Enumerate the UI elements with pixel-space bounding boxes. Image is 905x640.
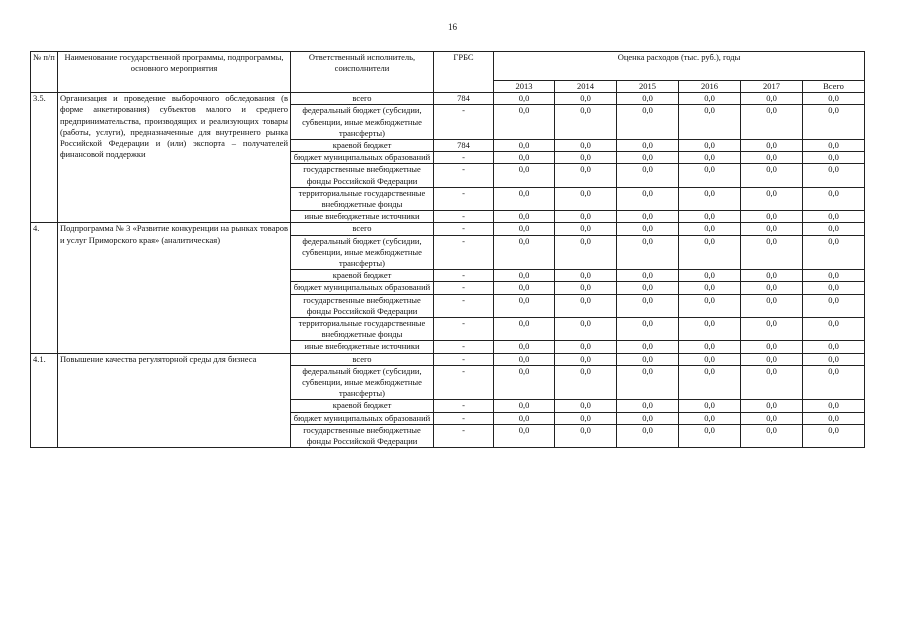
funding-source: государственные внебюджетные фонды Российской Федерации: [291, 294, 434, 317]
year-value: 0,0: [555, 140, 617, 152]
year-value: 0,0: [679, 105, 741, 140]
grbs-code: -: [434, 164, 494, 187]
header-year: 2017: [741, 81, 803, 93]
grbs-code: -: [434, 353, 494, 365]
year-value: 0,0: [679, 294, 741, 317]
year-value: 0,0: [741, 318, 803, 341]
year-value: 0,0: [741, 400, 803, 412]
header-name: Наименование государственной программы, подпрограммы, основного мероприятия: [58, 52, 291, 93]
year-value: 0,0: [617, 412, 679, 424]
grbs-code: -: [434, 318, 494, 341]
year-value: 0,0: [679, 365, 741, 400]
header-estimate: Оценка расходов (тыс. руб.), годы: [494, 52, 865, 81]
funding-source: бюджет муниципальных образований: [291, 412, 434, 424]
year-value: 0,0: [617, 140, 679, 152]
year-value: 0,0: [803, 187, 865, 210]
year-value: 0,0: [617, 164, 679, 187]
year-value: 0,0: [679, 270, 741, 282]
funding-source: территориальные государственные внебюджетные фонды: [291, 187, 434, 210]
year-value: 0,0: [741, 353, 803, 365]
funding-source: государственные внебюджетные фонды Российской Федерации: [291, 164, 434, 187]
year-value: 0,0: [679, 187, 741, 210]
year-value: 0,0: [741, 223, 803, 235]
year-value: 0,0: [803, 341, 865, 353]
funding-source: краевой бюджет: [291, 270, 434, 282]
year-value: 0,0: [617, 152, 679, 164]
grbs-code: -: [434, 365, 494, 400]
funding-source: краевой бюджет: [291, 140, 434, 152]
year-value: 0,0: [803, 152, 865, 164]
year-value: 0,0: [617, 223, 679, 235]
year-value: 0,0: [555, 353, 617, 365]
funding-source: государственные внебюджетные фонды Российской Федерации: [291, 424, 434, 447]
year-value: 0,0: [741, 211, 803, 223]
funding-source: федеральный бюджет (субсидии, субвенции, иные межбюджетные трансферты): [291, 235, 434, 270]
grbs-code: -: [434, 424, 494, 447]
page-number: 16: [448, 22, 457, 32]
funding-source: всего: [291, 223, 434, 235]
year-value: 0,0: [555, 105, 617, 140]
year-value: 0,0: [679, 424, 741, 447]
year-value: 0,0: [741, 164, 803, 187]
year-value: 0,0: [803, 282, 865, 294]
year-value: 0,0: [741, 424, 803, 447]
year-value: 0,0: [494, 353, 555, 365]
year-value: 0,0: [741, 282, 803, 294]
year-value: 0,0: [679, 353, 741, 365]
year-value: 0,0: [803, 164, 865, 187]
header-year: 2016: [679, 81, 741, 93]
year-value: 0,0: [741, 235, 803, 270]
section-name: Подпрограмма № 3 «Развитие конкуренции на рынках товаров и услуг Приморского края» (аналитическая): [58, 223, 291, 353]
year-value: 0,0: [494, 140, 555, 152]
year-value: 0,0: [617, 105, 679, 140]
year-value: 0,0: [555, 223, 617, 235]
year-value: 0,0: [679, 223, 741, 235]
funding-source: краевой бюджет: [291, 400, 434, 412]
grbs-code: 784: [434, 140, 494, 152]
funding-source: иные внебюджетные источники: [291, 341, 434, 353]
year-value: 0,0: [741, 93, 803, 105]
year-value: 0,0: [494, 365, 555, 400]
year-value: 0,0: [803, 140, 865, 152]
year-value: 0,0: [803, 223, 865, 235]
year-value: 0,0: [741, 365, 803, 400]
grbs-code: 784: [434, 93, 494, 105]
year-value: 0,0: [803, 235, 865, 270]
year-value: 0,0: [803, 294, 865, 317]
funding-source: всего: [291, 353, 434, 365]
year-value: 0,0: [494, 105, 555, 140]
year-value: 0,0: [803, 412, 865, 424]
header-grbs: ГРБС: [434, 52, 494, 93]
funding-source: всего: [291, 93, 434, 105]
table-row: [31, 223, 865, 235]
year-value: 0,0: [617, 341, 679, 353]
year-value: 0,0: [617, 270, 679, 282]
grbs-code: -: [434, 282, 494, 294]
year-value: 0,0: [679, 235, 741, 270]
year-value: 0,0: [494, 282, 555, 294]
header-year: 2014: [555, 81, 617, 93]
year-value: 0,0: [555, 318, 617, 341]
year-value: 0,0: [679, 164, 741, 187]
year-value: 0,0: [741, 294, 803, 317]
year-value: 0,0: [555, 187, 617, 210]
grbs-code: -: [434, 341, 494, 353]
year-value: 0,0: [617, 93, 679, 105]
year-value: 0,0: [679, 400, 741, 412]
year-value: 0,0: [555, 211, 617, 223]
year-value: 0,0: [555, 164, 617, 187]
year-value: 0,0: [555, 365, 617, 400]
year-value: 0,0: [555, 400, 617, 412]
year-value: 0,0: [741, 270, 803, 282]
year-value: 0,0: [617, 282, 679, 294]
grbs-code: -: [434, 400, 494, 412]
year-value: 0,0: [555, 341, 617, 353]
funding-source: федеральный бюджет (субсидии, субвенции, иные межбюджетные трансферты): [291, 105, 434, 140]
funding-source: федеральный бюджет (субсидии, субвенции, иные межбюджетные трансферты): [291, 365, 434, 400]
grbs-code: -: [434, 412, 494, 424]
grbs-code: -: [434, 270, 494, 282]
year-value: 0,0: [679, 152, 741, 164]
section-number: 3.5.: [31, 93, 58, 223]
year-value: 0,0: [803, 93, 865, 105]
year-value: 0,0: [741, 412, 803, 424]
section-name: Организация и проведение выборочного обследования (в форме анкетирования) субъектов малого и среднего предпринимательства, производящих и реализующих товары (работы, услуги), предназначенные для внутреннего рынка Российской Федерации и (или) экспорта – получателей финансовой поддержки: [58, 93, 291, 223]
year-value: 0,0: [617, 353, 679, 365]
year-value: 0,0: [741, 187, 803, 210]
year-value: 0,0: [555, 282, 617, 294]
year-value: 0,0: [741, 152, 803, 164]
year-value: 0,0: [617, 187, 679, 210]
year-value: 0,0: [617, 294, 679, 317]
year-value: 0,0: [494, 294, 555, 317]
year-value: 0,0: [494, 164, 555, 187]
grbs-code: -: [434, 105, 494, 140]
year-value: 0,0: [679, 93, 741, 105]
year-value: 0,0: [679, 140, 741, 152]
year-value: 0,0: [555, 412, 617, 424]
year-value: 0,0: [741, 105, 803, 140]
year-value: 0,0: [494, 223, 555, 235]
year-value: 0,0: [741, 140, 803, 152]
table-row: [31, 93, 865, 105]
section-number: 4.1.: [31, 353, 58, 448]
table-row: [31, 353, 865, 365]
year-value: 0,0: [555, 424, 617, 447]
grbs-code: -: [434, 152, 494, 164]
funding-source: территориальные государственные внебюджетные фонды: [291, 318, 434, 341]
year-value: 0,0: [679, 282, 741, 294]
funding-source: иные внебюджетные источники: [291, 211, 434, 223]
header-year: Всего: [803, 81, 865, 93]
year-value: 0,0: [617, 365, 679, 400]
year-value: 0,0: [803, 105, 865, 140]
year-value: 0,0: [803, 424, 865, 447]
year-value: 0,0: [679, 318, 741, 341]
year-value: 0,0: [494, 318, 555, 341]
year-value: 0,0: [803, 270, 865, 282]
year-value: 0,0: [494, 412, 555, 424]
year-value: 0,0: [741, 341, 803, 353]
header-executor: Ответственный исполнитель, соисполнители: [291, 52, 434, 93]
grbs-code: -: [434, 211, 494, 223]
header-year: 2015: [617, 81, 679, 93]
year-value: 0,0: [803, 365, 865, 400]
year-value: 0,0: [494, 341, 555, 353]
year-value: 0,0: [617, 424, 679, 447]
year-value: 0,0: [494, 93, 555, 105]
year-value: 0,0: [803, 318, 865, 341]
year-value: 0,0: [494, 400, 555, 412]
year-value: 0,0: [494, 187, 555, 210]
year-value: 0,0: [679, 211, 741, 223]
year-value: 0,0: [555, 235, 617, 270]
year-value: 0,0: [679, 341, 741, 353]
funding-source: бюджет муниципальных образований: [291, 152, 434, 164]
year-value: 0,0: [617, 235, 679, 270]
section-name: Повышение качества регуляторной среды для бизнеса: [58, 353, 291, 448]
year-value: 0,0: [803, 400, 865, 412]
grbs-code: -: [434, 235, 494, 270]
section-number: 4.: [31, 223, 58, 353]
year-value: 0,0: [494, 211, 555, 223]
year-value: 0,0: [555, 270, 617, 282]
grbs-code: -: [434, 223, 494, 235]
year-value: 0,0: [494, 152, 555, 164]
year-value: 0,0: [679, 412, 741, 424]
year-value: 0,0: [555, 93, 617, 105]
year-value: 0,0: [617, 318, 679, 341]
year-value: 0,0: [555, 152, 617, 164]
year-value: 0,0: [803, 211, 865, 223]
header-year: 2013: [494, 81, 555, 93]
year-value: 0,0: [494, 270, 555, 282]
expense-table: [30, 51, 865, 448]
year-value: 0,0: [555, 294, 617, 317]
year-value: 0,0: [494, 235, 555, 270]
year-value: 0,0: [617, 400, 679, 412]
funding-source: бюджет муниципальных образований: [291, 282, 434, 294]
grbs-code: -: [434, 187, 494, 210]
year-value: 0,0: [494, 424, 555, 447]
year-value: 0,0: [803, 353, 865, 365]
grbs-code: -: [434, 294, 494, 317]
header-num: № п/п: [31, 52, 58, 93]
year-value: 0,0: [617, 211, 679, 223]
